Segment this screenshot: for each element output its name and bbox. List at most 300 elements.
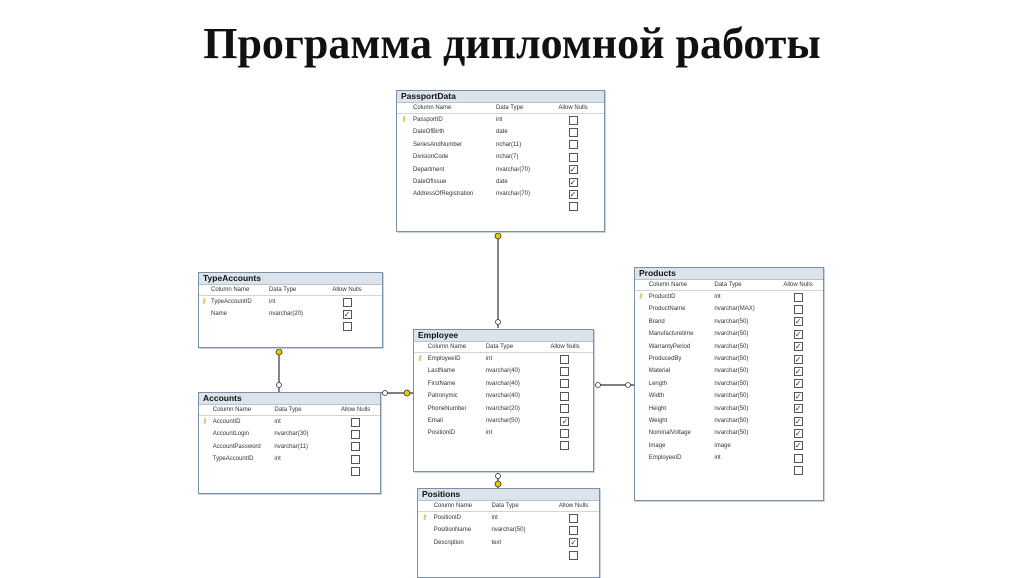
infinity-endpoint-icon <box>496 474 501 479</box>
row-selector <box>635 452 647 464</box>
table-row[interactable] <box>635 353 823 365</box>
table-positions[interactable] <box>417 488 600 578</box>
table-typeaccounts[interactable] <box>198 272 383 348</box>
data-type: nvarchar(40) <box>485 368 520 375</box>
allow-nulls-cell <box>542 114 604 126</box>
row-selector <box>635 316 647 328</box>
table-row[interactable] <box>397 114 604 126</box>
row-selector <box>397 151 411 163</box>
row-selector <box>635 415 647 427</box>
table-row[interactable] <box>418 537 599 549</box>
table-row[interactable] <box>414 353 593 365</box>
row-selector <box>635 303 647 315</box>
column-name: DateOfIssue <box>413 178 447 185</box>
column-name: Description <box>433 539 464 546</box>
column-name-header: Column Name <box>211 287 250 293</box>
data-type: nvarchar(40) <box>485 380 520 387</box>
key-column-header <box>397 103 411 113</box>
row-selector <box>199 321 209 333</box>
row-selector <box>635 365 647 377</box>
allow-nulls-checkbox[interactable]: ✓ <box>794 342 802 352</box>
data-type-header: Data Type <box>714 282 742 288</box>
allow-nulls-cell <box>542 126 604 138</box>
table-row[interactable] <box>414 415 593 427</box>
allow-nulls-checkbox[interactable] <box>351 467 360 476</box>
column-name <box>426 440 483 452</box>
primary-key-icon: ⚷ <box>201 298 207 305</box>
allow-nulls-checkbox[interactable] <box>569 526 578 535</box>
allow-nulls-checkbox[interactable] <box>560 441 569 450</box>
allow-nulls-cell <box>542 139 604 151</box>
data-type: nvarchar(50) <box>714 331 749 338</box>
table-row[interactable] <box>635 427 823 439</box>
column-header-row <box>418 501 599 512</box>
table-row[interactable] <box>635 415 823 427</box>
column-name: LastName <box>427 368 456 375</box>
data-type: nvarchar(50) <box>714 355 749 362</box>
row-selector <box>635 403 647 415</box>
allow-nulls-checkbox[interactable] <box>794 293 803 302</box>
allow-nulls-checkbox[interactable]: ✓ <box>570 538 577 548</box>
allow-nulls-header: Allow Nulls <box>340 407 371 413</box>
row-selector <box>414 403 426 415</box>
allow-nulls-cell <box>331 428 380 440</box>
allow-nulls-cell <box>773 440 823 452</box>
allow-nulls-cell <box>773 316 823 328</box>
column-name: AccountLogin <box>212 431 250 438</box>
allow-nulls-cell <box>317 321 377 333</box>
data-type: int <box>269 299 276 305</box>
column-name: AccountPassword <box>212 443 261 450</box>
column-name: TypeAccountID <box>211 299 252 305</box>
data-type: nvarchar(20) <box>269 311 304 318</box>
allow-nulls-cell <box>331 441 380 453</box>
allow-nulls-cell <box>773 427 823 439</box>
column-header-row <box>397 103 604 114</box>
allow-nulls-checkbox[interactable]: ✓ <box>794 329 802 339</box>
allow-nulls-cell <box>548 524 599 536</box>
allow-nulls-checkbox[interactable] <box>569 128 578 137</box>
column-name <box>211 466 272 478</box>
allow-nulls-cell <box>773 291 823 303</box>
row-selector <box>635 378 647 390</box>
row-selector <box>199 453 211 465</box>
row-selector <box>414 378 426 390</box>
allow-nulls-checkbox[interactable]: ✓ <box>569 177 577 187</box>
row-selector <box>199 466 211 478</box>
data-type: nvarchar(40) <box>485 393 520 400</box>
row-selector <box>635 353 647 365</box>
table-row[interactable] <box>418 524 599 536</box>
table-row[interactable] <box>397 139 604 151</box>
data-type <box>493 201 542 213</box>
row-selector <box>397 139 411 151</box>
allow-nulls-checkbox[interactable] <box>569 202 578 211</box>
allow-nulls-checkbox[interactable]: ✓ <box>794 391 802 401</box>
row-selector <box>199 308 209 320</box>
data-type-header: Data Type <box>491 503 519 509</box>
data-type-header: Data Type <box>496 105 524 111</box>
row-selector <box>635 464 647 476</box>
allow-nulls-header: Allow Nulls <box>558 105 588 111</box>
table-products[interactable] <box>634 267 824 501</box>
data-type <box>266 321 317 333</box>
data-type: nvarchar(50) <box>714 430 749 437</box>
column-header-row <box>199 285 382 296</box>
data-type: int <box>496 117 503 123</box>
table-passportdata[interactable] <box>396 90 605 232</box>
row-selector <box>397 176 411 188</box>
row-selector <box>635 390 647 402</box>
allow-nulls-checkbox[interactable] <box>569 551 578 560</box>
allow-nulls-header: Allow Nulls <box>332 287 362 293</box>
table-row[interactable] <box>199 296 382 308</box>
column-name: Width <box>648 393 665 400</box>
allow-nulls-checkbox[interactable] <box>560 429 569 438</box>
key-column-header <box>635 280 647 290</box>
infinity-endpoint-icon <box>496 320 501 325</box>
table-row[interactable] <box>414 427 593 439</box>
table-row[interactable] <box>635 452 823 464</box>
column-name-header: Column Name <box>212 407 252 413</box>
row-selector <box>414 390 426 402</box>
table-row[interactable] <box>397 188 604 200</box>
allow-nulls-checkbox[interactable] <box>569 140 578 149</box>
row-selector <box>397 164 411 176</box>
table-row[interactable] <box>199 466 380 478</box>
allow-nulls-checkbox[interactable]: ✓ <box>794 428 802 438</box>
allow-nulls-cell <box>317 308 377 320</box>
column-name: Image <box>648 442 666 449</box>
table-title: Products <box>635 268 823 280</box>
data-type: nvarchar(70) <box>496 191 531 198</box>
primary-key-icon: ⚷ <box>417 355 423 362</box>
column-name: ProducedBy <box>648 355 682 362</box>
table-row[interactable] <box>635 378 823 390</box>
allow-nulls-checkbox[interactable] <box>343 322 352 331</box>
allow-nulls-checkbox[interactable] <box>343 298 352 307</box>
allow-nulls-checkbox[interactable]: ✓ <box>569 165 577 175</box>
column-name: AddressOfRegistration <box>413 191 474 198</box>
allow-nulls-cell <box>773 365 823 377</box>
table-accounts[interactable] <box>198 392 381 494</box>
column-header-row <box>414 342 593 353</box>
table-row[interactable] <box>635 303 823 315</box>
allow-nulls-checkbox[interactable] <box>794 305 803 314</box>
data-type: nvarchar(50) <box>714 405 749 412</box>
column-name: Email <box>427 417 443 424</box>
table-row[interactable] <box>397 201 604 213</box>
column-name: DateOfBirth <box>413 129 445 136</box>
allow-nulls-checkbox[interactable] <box>569 514 578 523</box>
allow-nulls-cell <box>773 403 823 415</box>
allow-nulls-cell <box>773 415 823 427</box>
column-name: TypeAccountID <box>212 456 254 463</box>
row-selector <box>635 440 647 452</box>
table-row[interactable] <box>199 321 382 333</box>
column-name: PassportID <box>413 117 443 123</box>
column-name: Name <box>211 311 228 318</box>
table-title: Accounts <box>199 393 380 405</box>
column-name: AccountID <box>212 419 241 425</box>
data-type: nvarchar(70) <box>496 166 531 173</box>
column-name: DivisionCode <box>413 154 449 161</box>
allow-nulls-checkbox[interactable]: ✓ <box>794 367 802 377</box>
column-name: Patronymic <box>427 393 458 400</box>
data-type: int <box>485 356 493 362</box>
column-name: Manufacturetime <box>648 331 694 338</box>
table-row[interactable] <box>414 440 593 452</box>
column-name: PhoneNumber <box>427 405 467 412</box>
data-type-header: Data Type <box>269 287 297 293</box>
infinity-endpoint-icon <box>596 383 601 388</box>
page-title: Программа дипломной работы <box>203 19 821 68</box>
allow-nulls-cell <box>537 390 593 402</box>
allow-nulls-checkbox[interactable] <box>560 404 569 413</box>
allow-nulls-cell <box>773 328 823 340</box>
allow-nulls-checkbox[interactable] <box>569 153 578 162</box>
key-endpoint-icon <box>276 349 282 355</box>
key-endpoint-icon <box>495 233 501 239</box>
allow-nulls-checkbox[interactable] <box>351 442 360 451</box>
allow-nulls-cell <box>537 365 593 377</box>
row-selector <box>418 537 432 549</box>
table-row[interactable] <box>199 441 380 453</box>
data-type: nchar(7) <box>496 154 519 161</box>
table-row[interactable] <box>199 308 382 320</box>
allow-nulls-checkbox[interactable] <box>794 466 803 475</box>
column-name-header: Column Name <box>648 282 688 288</box>
row-selector <box>635 427 647 439</box>
data-type: int <box>274 419 281 425</box>
primary-key-icon: ⚷ <box>422 514 428 521</box>
column-name: EmployeeID <box>427 356 461 362</box>
row-selector <box>199 428 211 440</box>
column-name: EmployeeID <box>648 455 682 462</box>
table-row[interactable] <box>635 403 823 415</box>
allow-nulls-cell <box>317 296 377 308</box>
allow-nulls-checkbox[interactable]: ✓ <box>794 379 802 389</box>
data-type: int <box>491 515 498 521</box>
data-type: nvarchar(50) <box>714 380 749 387</box>
column-header-row <box>199 405 380 416</box>
key-column-header <box>414 342 426 352</box>
key-endpoint-icon <box>404 390 410 396</box>
column-name: SeriesAndNumber <box>413 141 463 148</box>
primary-key-icon: ⚷ <box>401 116 407 123</box>
allow-nulls-checkbox[interactable]: ✓ <box>561 416 569 426</box>
table-row[interactable] <box>199 428 380 440</box>
column-name: PositionID <box>433 515 462 521</box>
key-column-header <box>199 285 209 295</box>
row-selector <box>414 415 426 427</box>
data-type: nvarchar(20) <box>485 405 520 412</box>
allow-nulls-cell <box>537 415 593 427</box>
table-row[interactable] <box>635 464 823 476</box>
row-selector <box>635 341 647 353</box>
allow-nulls-cell <box>548 549 599 561</box>
data-type <box>483 440 537 452</box>
table-row[interactable] <box>635 328 823 340</box>
table-row[interactable] <box>397 176 604 188</box>
allow-nulls-checkbox[interactable]: ✓ <box>794 404 802 414</box>
row-selector <box>397 188 411 200</box>
table-row[interactable] <box>418 512 599 524</box>
data-type: int <box>485 430 493 437</box>
data-type: int <box>714 455 721 462</box>
table-row[interactable] <box>635 440 823 452</box>
allow-nulls-header: Allow Nulls <box>558 503 589 509</box>
data-type: nvarchar(50) <box>485 417 520 424</box>
table-row[interactable] <box>199 416 380 428</box>
allow-nulls-checkbox[interactable] <box>794 454 803 463</box>
allow-nulls-cell <box>773 353 823 365</box>
column-name <box>647 464 712 476</box>
column-name-header: Column Name <box>433 503 473 509</box>
column-name: Height <box>648 405 667 412</box>
data-type: nvarchar(50) <box>714 368 749 375</box>
column-name: ProductName <box>648 306 686 313</box>
allow-nulls-cell <box>773 341 823 353</box>
allow-nulls-cell <box>548 512 599 524</box>
table-row[interactable] <box>418 549 599 561</box>
row-selector <box>397 126 411 138</box>
allow-nulls-checkbox[interactable] <box>351 418 360 427</box>
data-type: nvarchar(50) <box>714 343 749 350</box>
table-row[interactable] <box>635 316 823 328</box>
allow-nulls-cell <box>537 353 593 365</box>
table-employee[interactable] <box>413 329 594 472</box>
allow-nulls-cell <box>773 378 823 390</box>
allow-nulls-cell <box>331 416 380 428</box>
allow-nulls-cell <box>537 427 593 439</box>
column-name: FirstName <box>427 380 456 387</box>
allow-nulls-cell <box>537 403 593 415</box>
allow-nulls-cell <box>542 201 604 213</box>
table-row[interactable] <box>635 365 823 377</box>
column-name: WarrantyPeriod <box>648 343 691 350</box>
data-type: nchar(11) <box>496 141 522 148</box>
column-name: Brand <box>648 318 665 325</box>
table-row[interactable] <box>397 126 604 138</box>
data-type: nvarchar(50) <box>491 527 526 534</box>
infinity-endpoint-icon <box>383 391 388 396</box>
allow-nulls-checkbox[interactable]: ✓ <box>794 317 802 327</box>
data-type-header: Data Type <box>485 344 514 350</box>
allow-nulls-checkbox[interactable]: ✓ <box>794 354 802 364</box>
allow-nulls-checkbox[interactable] <box>560 379 569 388</box>
infinity-endpoint-icon <box>626 383 631 388</box>
table-row[interactable] <box>414 378 593 390</box>
data-type: date <box>496 178 508 185</box>
allow-nulls-cell <box>331 453 380 465</box>
allow-nulls-checkbox[interactable]: ✓ <box>343 310 351 320</box>
allow-nulls-checkbox[interactable] <box>560 367 569 376</box>
allow-nulls-cell <box>548 537 599 549</box>
data-type: nvarchar(50) <box>714 393 749 400</box>
table-row[interactable] <box>414 390 593 402</box>
row-selector <box>418 524 432 536</box>
table-row[interactable] <box>199 453 380 465</box>
column-name: PositionID <box>427 430 456 437</box>
allow-nulls-checkbox[interactable] <box>560 355 569 364</box>
row-selector <box>414 440 426 452</box>
table-title: TypeAccounts <box>199 273 382 285</box>
column-name <box>432 549 489 561</box>
allow-nulls-checkbox[interactable]: ✓ <box>569 190 577 200</box>
allow-nulls-cell <box>773 390 823 402</box>
allow-nulls-cell <box>542 151 604 163</box>
allow-nulls-cell <box>773 303 823 315</box>
allow-nulls-cell <box>537 378 593 390</box>
allow-nulls-cell <box>773 464 823 476</box>
table-row[interactable] <box>397 151 604 163</box>
allow-nulls-checkbox[interactable] <box>569 116 578 125</box>
allow-nulls-cell <box>542 176 604 188</box>
column-name: Length <box>648 380 668 387</box>
column-name: ProductID <box>648 294 676 300</box>
table-row[interactable] <box>414 365 593 377</box>
column-name-header: Column Name <box>413 105 452 111</box>
column-name: Weight <box>648 417 668 424</box>
data-type: int <box>714 294 721 300</box>
key-column-header <box>418 501 432 511</box>
row-selector <box>199 441 211 453</box>
allow-nulls-cell <box>542 188 604 200</box>
allow-nulls-checkbox[interactable]: ✓ <box>794 416 802 426</box>
data-type <box>711 464 773 476</box>
allow-nulls-checkbox[interactable] <box>560 392 569 401</box>
allow-nulls-checkbox[interactable]: ✓ <box>794 441 802 451</box>
table-row[interactable] <box>397 164 604 176</box>
data-type: text <box>491 539 502 546</box>
row-selector <box>635 328 647 340</box>
data-type: nvarchar(50) <box>714 417 749 424</box>
data-type: nvarchar(50) <box>714 318 749 325</box>
data-type: nvarchar(30) <box>274 431 309 438</box>
row-selector <box>418 549 432 561</box>
data-type <box>488 549 548 561</box>
data-type: date <box>496 129 508 136</box>
data-type: int <box>274 456 281 463</box>
allow-nulls-cell <box>542 164 604 176</box>
table-row[interactable] <box>635 291 823 303</box>
primary-key-icon: ⚷ <box>202 418 208 425</box>
table-title: Employee <box>414 330 593 342</box>
table-title: PassportData <box>397 91 604 103</box>
allow-nulls-cell <box>331 466 380 478</box>
column-name: Material <box>648 368 671 375</box>
table-row[interactable] <box>635 390 823 402</box>
table-title: Positions <box>418 489 599 501</box>
allow-nulls-cell <box>773 452 823 464</box>
column-name: Department <box>413 166 445 173</box>
infinity-endpoint-icon <box>277 383 282 388</box>
column-header-row <box>635 280 823 291</box>
table-row[interactable] <box>635 341 823 353</box>
table-row[interactable] <box>414 403 593 415</box>
column-name <box>411 201 493 213</box>
column-name: NominalVoltage <box>648 430 691 437</box>
data-type: nvarchar(11) <box>274 443 308 450</box>
row-selector <box>414 427 426 439</box>
allow-nulls-checkbox[interactable] <box>351 455 360 464</box>
allow-nulls-checkbox[interactable] <box>351 430 360 439</box>
allow-nulls-cell <box>537 440 593 452</box>
row-selector <box>414 365 426 377</box>
primary-key-icon: ⚷ <box>638 293 644 300</box>
row-selector <box>397 201 411 213</box>
